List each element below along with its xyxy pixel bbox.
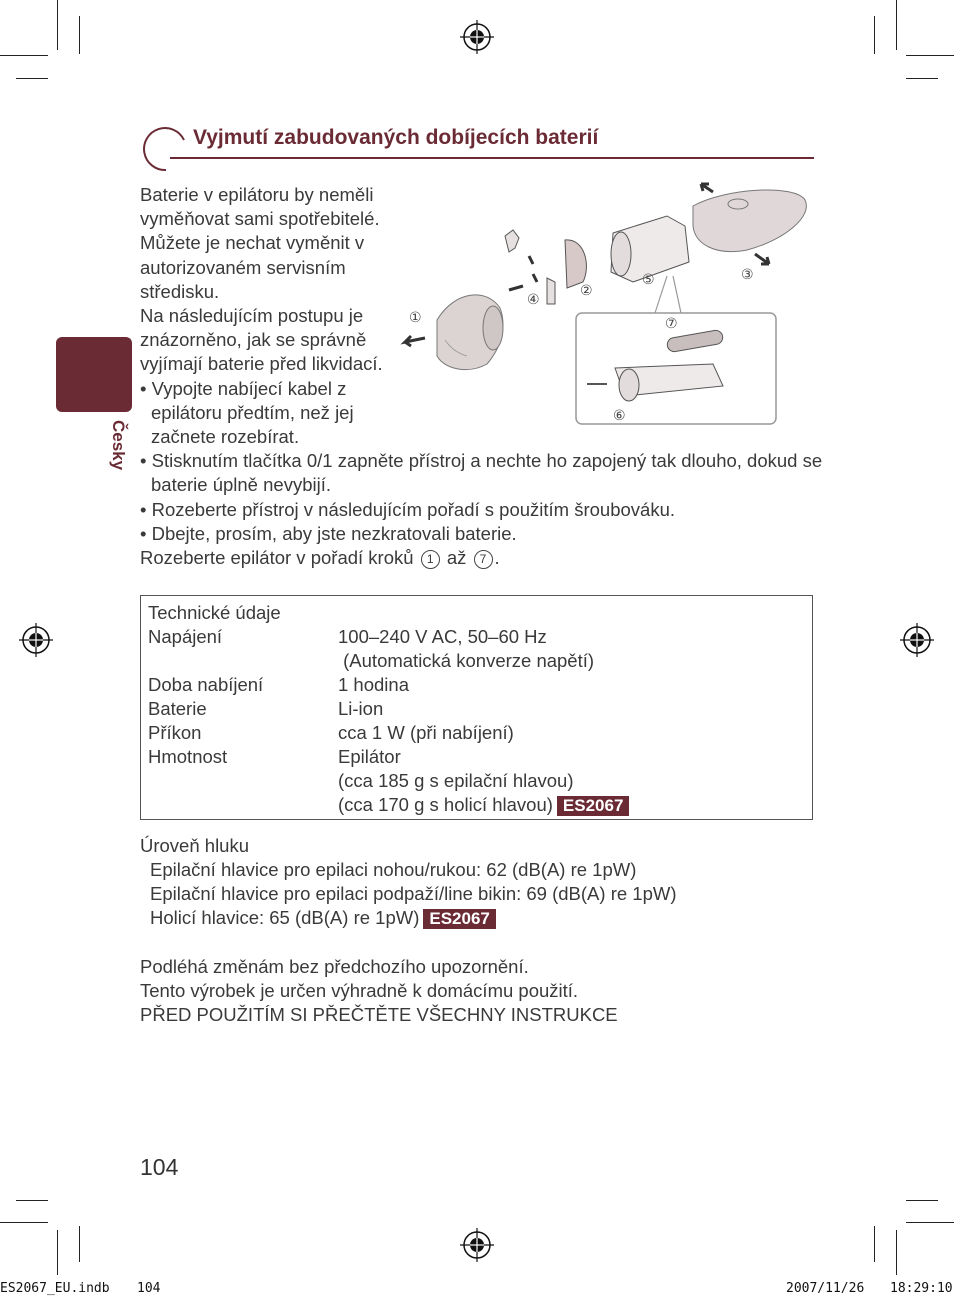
text-line: Baterie v epilátoru by neměli bbox=[140, 184, 374, 205]
crop-mark bbox=[79, 1226, 80, 1262]
model-badge: ES2067 bbox=[557, 796, 630, 816]
title-rule bbox=[170, 157, 814, 159]
specs-heading: Technické údaje bbox=[148, 602, 281, 623]
specs-value: 1 hodina bbox=[338, 674, 409, 695]
step-to-badge: 7 bbox=[474, 550, 493, 569]
bullet-line: • Dbejte, prosím, aby jste nezkratovali baterie. bbox=[140, 522, 517, 544]
slug-time: 18:29:10 bbox=[890, 1281, 953, 1296]
bullet-line: • Rozeberte přístroj v následujícím pořadí s použitím šroubováku. bbox=[140, 498, 676, 520]
crop-mark bbox=[906, 78, 938, 79]
text-line: znázorněno, jak se správně bbox=[140, 329, 367, 351]
model-badge: ES2067 bbox=[423, 909, 496, 929]
notice-line: Tento výrobek je určen výhradně k domácímu použití. bbox=[140, 980, 579, 1001]
noise-line: Epilační hlavice pro epilaci nohou/rukou: 62 (dB(A) re 1pW) bbox=[150, 859, 637, 880]
noise-heading: Úroveň hluku bbox=[140, 835, 250, 856]
step-label: ② bbox=[580, 283, 593, 299]
specs-value: Li-ion bbox=[338, 698, 384, 719]
arrow-icon bbox=[701, 184, 713, 192]
crop-mark bbox=[79, 16, 80, 54]
text-line: vyjímají baterie před likvidací. bbox=[140, 353, 383, 375]
disassembly-diagram bbox=[395, 178, 815, 428]
bullet-line: baterie úplně nevybijí. bbox=[151, 474, 331, 496]
slug-date: 2007/11/26 bbox=[786, 1281, 865, 1296]
bullet-line: • Stisknutím tlačítka 0/1 zapněte přístroj a nechte ho zapojený tak dlouho, dokud se bbox=[140, 450, 823, 472]
page-number: 104 bbox=[140, 1154, 179, 1180]
crop-mark bbox=[906, 55, 954, 56]
text-line: autorizovaném servisním bbox=[140, 256, 346, 278]
text-line: Můžete je nechat vyměnit v bbox=[140, 232, 365, 254]
section-header bbox=[140, 122, 816, 172]
crop-mark bbox=[874, 1226, 875, 1262]
specs-value: 100–240 V AC, 50–60 Hz bbox=[338, 626, 547, 647]
specs-label: Hmotnost bbox=[148, 746, 228, 767]
specs-label: Příkon bbox=[148, 722, 202, 743]
notice-line: Podléhá změnám bez předchozího upozornění. bbox=[140, 956, 529, 977]
crop-mark bbox=[906, 1222, 954, 1223]
bullet-line: • Vypojte nabíjecí kabel z bbox=[140, 377, 347, 399]
bullet-line: začnete rozebírat. bbox=[151, 426, 300, 448]
title-arc-icon bbox=[140, 124, 190, 172]
registration-mark-icon bbox=[19, 623, 53, 657]
slug-page: 104 bbox=[137, 1281, 161, 1296]
crop-mark bbox=[896, 0, 897, 50]
step-label: ① bbox=[409, 310, 422, 326]
crop-mark bbox=[0, 55, 48, 56]
epilator-head-illustration bbox=[437, 295, 503, 370]
steps-line: Rozeberte epilátor v pořadí kroků 1 až 7 . bbox=[140, 547, 500, 569]
step-label: ⑤ bbox=[642, 272, 655, 288]
registration-mark-icon bbox=[460, 20, 494, 54]
specs-label: Doba nabíjení bbox=[148, 674, 264, 695]
text-line: vyměňovat sami spotřebitelé. bbox=[140, 208, 380, 230]
step-label: ⑦ bbox=[665, 316, 678, 332]
crop-mark bbox=[16, 1200, 48, 1201]
specs-label: Napájení bbox=[148, 626, 223, 647]
crop-mark bbox=[57, 0, 58, 50]
arrow-icon bbox=[405, 336, 425, 346]
specs-value: (cca 185 g s epilační hlavou) bbox=[338, 770, 574, 791]
language-tab bbox=[56, 337, 132, 412]
crop-mark bbox=[16, 78, 48, 79]
crop-mark bbox=[874, 16, 875, 54]
step-label: ③ bbox=[741, 267, 754, 283]
specs-value: cca 1 W (při nabíjení) bbox=[338, 722, 514, 743]
registration-mark-icon bbox=[460, 1228, 494, 1262]
notice-line: PŘED POUŽITÍM SI PŘEČTĚTE VŠECHNY INSTRUKCE bbox=[140, 1004, 618, 1025]
back-cover-illustration bbox=[693, 190, 806, 252]
bullet-line: epilátoru předtím, než jej bbox=[151, 401, 354, 423]
step-label: ④ bbox=[527, 292, 540, 308]
noise-line: Epilační hlavice pro epilaci podpaží/line bikin: 69 (dB(A) re 1pW) bbox=[150, 883, 677, 904]
step-label: ⑥ bbox=[613, 408, 626, 424]
language-label: Česky bbox=[109, 420, 128, 471]
noise-line: Holicí hlavice: 65 (dB(A) re 1pW) ES2067 bbox=[150, 906, 496, 930]
registration-mark-icon bbox=[900, 623, 934, 657]
specs-label: Baterie bbox=[148, 698, 207, 719]
crop-mark bbox=[906, 1200, 938, 1201]
crop-mark bbox=[57, 1230, 58, 1275]
text-line: středisku. bbox=[140, 280, 220, 302]
specs-value: (Automatická konverze napětí) bbox=[338, 650, 595, 671]
arrow-icon bbox=[755, 254, 769, 264]
slug-file: ES2067_EU.indb bbox=[0, 1281, 110, 1296]
specs-value: Epilátor bbox=[338, 746, 401, 767]
crop-mark bbox=[0, 1222, 48, 1223]
small-parts-illustration bbox=[505, 230, 586, 304]
step-from-badge: 1 bbox=[421, 550, 440, 569]
specs-value: (cca 170 g s holicí hlavou) ES2067 bbox=[338, 793, 629, 817]
text-line: Na následujícím postupu je bbox=[140, 305, 364, 327]
page-title: Vyjmutí zabudovaných dobíjecích baterií bbox=[193, 126, 599, 149]
crop-mark bbox=[896, 1230, 897, 1275]
